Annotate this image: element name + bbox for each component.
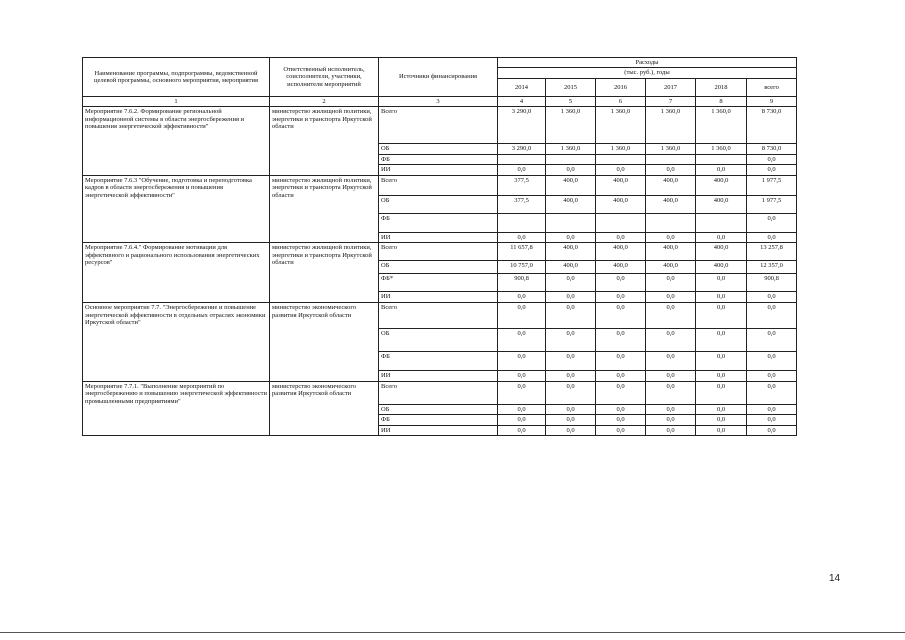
amount-cell: 1 360,0	[646, 144, 696, 154]
amount-cell: 0,0	[696, 274, 747, 292]
amount-total-cell: 0,0	[747, 232, 797, 242]
amount-cell: 0,0	[498, 381, 546, 404]
funding-source: ФБ	[379, 154, 498, 164]
amount-cell: 900,8	[498, 274, 546, 292]
amount-cell: 1 360,0	[546, 107, 596, 144]
amount-cell: 10 757,0	[498, 261, 546, 274]
amount-cell: 0,0	[498, 425, 546, 435]
amount-cell: 0,0	[696, 404, 747, 414]
amount-total-cell: 12 357,0	[747, 261, 797, 274]
amount-cell	[546, 213, 596, 232]
amount-cell: 0,0	[498, 165, 546, 175]
amount-cell	[646, 213, 696, 232]
funding-source: Всего	[379, 107, 498, 144]
amount-cell: 0,0	[596, 415, 646, 425]
amount-cell: 400,0	[546, 175, 596, 195]
amount-cell: 400,0	[646, 243, 696, 261]
funding-source: ФБ	[379, 415, 498, 425]
amount-cell: 0,0	[498, 232, 546, 242]
amount-cell: 0,0	[696, 329, 747, 352]
amount-total-cell: 900,8	[747, 274, 797, 292]
column-index: 4	[498, 96, 546, 106]
header-funding-source: Источники финансирования	[379, 58, 498, 97]
amount-cell: 0,0	[498, 329, 546, 352]
amount-cell: 0,0	[596, 165, 646, 175]
amount-cell	[696, 213, 747, 232]
column-index: 2	[270, 96, 379, 106]
amount-cell: 0,0	[646, 371, 696, 381]
activity-executor: министерство жилищной политики, энергетики и транспорта Иркутской области	[270, 243, 379, 303]
amount-total-cell: 0,0	[747, 415, 797, 425]
amount-cell: 0,0	[596, 425, 646, 435]
amount-cell: 3 290,0	[498, 144, 546, 154]
header-year: 2017	[646, 78, 696, 96]
amount-cell: 0,0	[546, 303, 596, 329]
amount-cell: 0,0	[546, 232, 596, 242]
amount-cell: 0,0	[546, 404, 596, 414]
amount-total-cell: 0,0	[747, 352, 797, 371]
amount-cell: 0,0	[696, 165, 747, 175]
amount-cell: 0,0	[546, 292, 596, 303]
amount-total-cell: 0,0	[747, 425, 797, 435]
table-row	[83, 303, 797, 329]
amount-cell: 0,0	[646, 165, 696, 175]
amount-total-cell: 0,0	[747, 329, 797, 352]
amount-cell: 0,0	[596, 381, 646, 404]
funding-source: Всего	[379, 175, 498, 195]
activity-executor: министерство экономического развития Иркутской области	[270, 381, 379, 435]
amount-cell: 0,0	[596, 303, 646, 329]
amount-cell: 0,0	[498, 415, 546, 425]
table-body	[83, 107, 797, 436]
amount-cell: 400,0	[596, 243, 646, 261]
header-year: 2015	[546, 78, 596, 96]
funding-source: ИИ	[379, 425, 498, 435]
amount-cell: 400,0	[696, 261, 747, 274]
amount-total-cell: 0,0	[747, 165, 797, 175]
funding-source: ФБ*	[379, 274, 498, 292]
amount-cell: 0,0	[646, 381, 696, 404]
header-year: 2014	[498, 78, 546, 96]
column-index: 3	[379, 96, 498, 106]
amount-cell: 3 290,0	[498, 107, 546, 144]
activity-executor: министерство экономического развития Иркутской области	[270, 303, 379, 381]
funding-source: ИИ	[379, 232, 498, 242]
amount-total-cell: 13 257,8	[747, 243, 797, 261]
amount-cell: 0,0	[596, 274, 646, 292]
amount-cell: 0,0	[546, 371, 596, 381]
amount-total-cell: 1 977,5	[747, 195, 797, 213]
amount-cell: 0,0	[596, 371, 646, 381]
amount-cell: 0,0	[546, 415, 596, 425]
funding-source: ОБ	[379, 261, 498, 274]
activity-executor: министерство жилищной политики, энергетики и транспорта Иркутской области	[270, 175, 379, 242]
amount-cell: 400,0	[546, 261, 596, 274]
column-index: 6	[596, 96, 646, 106]
amount-cell: 0,0	[498, 371, 546, 381]
funding-source: ОБ	[379, 144, 498, 154]
page-edge-line	[0, 632, 905, 633]
amount-cell: 1 360,0	[696, 144, 747, 154]
amount-cell: 1 360,0	[646, 107, 696, 144]
column-index: 7	[646, 96, 696, 106]
header-expenses-unit: (тыс. руб.), годы	[498, 68, 797, 78]
amount-cell: 1 360,0	[596, 144, 646, 154]
amount-cell: 400,0	[596, 175, 646, 195]
amount-cell: 0,0	[596, 329, 646, 352]
amount-cell: 0,0	[646, 404, 696, 414]
amount-cell: 400,0	[696, 195, 747, 213]
column-index: 1	[83, 96, 270, 106]
amount-cell: 0,0	[646, 274, 696, 292]
amount-total-cell: 1 977,5	[747, 175, 797, 195]
amount-cell: 0,0	[696, 381, 747, 404]
amount-cell: 0,0	[646, 329, 696, 352]
amount-cell	[498, 154, 546, 164]
funding-source: ИИ	[379, 165, 498, 175]
activity-name: Мероприятие 7.6.2. Формирование региональной информационной системы в области энергосбережения и повышения энергетической эффективности"	[83, 107, 270, 175]
funding-source: Всего	[379, 243, 498, 261]
amount-cell: 0,0	[646, 415, 696, 425]
amount-cell: 0,0	[696, 371, 747, 381]
column-index: 8	[696, 96, 747, 106]
amount-cell: 0,0	[696, 292, 747, 303]
column-index: 5	[546, 96, 596, 106]
table-row	[83, 107, 797, 144]
amount-cell: 0,0	[646, 352, 696, 371]
amount-cell: 0,0	[596, 232, 646, 242]
amount-cell: 0,0	[546, 274, 596, 292]
activity-name: Мероприятие 7.6.3 "Обучение, подготовка и переподготовка кадров в области энергосбережения и повышения энергетической эффективности"	[83, 175, 270, 242]
amount-cell: 11 657,8	[498, 243, 546, 261]
amount-cell: 400,0	[596, 261, 646, 274]
funding-source: ИИ	[379, 371, 498, 381]
header-year-total: всего	[747, 78, 797, 96]
amount-cell: 400,0	[546, 195, 596, 213]
amount-cell: 0,0	[546, 381, 596, 404]
amount-total-cell: 0,0	[747, 303, 797, 329]
amount-cell: 0,0	[498, 404, 546, 414]
amount-cell	[498, 213, 546, 232]
amount-total-cell: 8 730,0	[747, 107, 797, 144]
amount-cell: 1 360,0	[546, 144, 596, 154]
amount-cell: 0,0	[696, 352, 747, 371]
amount-cell: 400,0	[596, 195, 646, 213]
funding-source: ОБ	[379, 404, 498, 414]
header-year: 2016	[596, 78, 646, 96]
amount-cell: 0,0	[646, 425, 696, 435]
activity-name: Мероприятие 7.6.4." Формирование мотивации для эффективного и рационального использования энергетических ресурсов"	[83, 243, 270, 303]
amount-total-cell: 0,0	[747, 213, 797, 232]
amount-cell: 400,0	[696, 175, 747, 195]
funding-source: ИИ	[379, 292, 498, 303]
amount-cell: 0,0	[546, 352, 596, 371]
amount-cell: 400,0	[646, 175, 696, 195]
amount-cell: 0,0	[596, 404, 646, 414]
funding-source: ОБ	[379, 329, 498, 352]
amount-cell: 377,5	[498, 195, 546, 213]
amount-cell: 400,0	[546, 243, 596, 261]
amount-cell: 0,0	[546, 425, 596, 435]
amount-cell	[696, 154, 747, 164]
header-program-name: Наименование программы, подпрограммы, ведомственной целевой программы, основного мероприятия, мероприятия	[83, 58, 270, 97]
header-year: 2018	[696, 78, 747, 96]
amount-total-cell: 0,0	[747, 404, 797, 414]
funding-source: Всего	[379, 381, 498, 404]
amount-cell: 0,0	[696, 415, 747, 425]
amount-total-cell: 0,0	[747, 371, 797, 381]
funding-source: ОБ	[379, 195, 498, 213]
activity-name: Мероприятие 7.7.1. "Выполнение мероприятий по энергосбережению и повышению энергетической эффективности промышленными предприятиями"	[83, 381, 270, 435]
table-row	[83, 381, 797, 404]
activity-executor: министерство жилищной политики, энергетики и транспорта Иркутской области	[270, 107, 379, 175]
page-number: 14	[829, 573, 841, 584]
amount-total-cell: 8 730,0	[747, 144, 797, 154]
amount-cell: 0,0	[498, 303, 546, 329]
amount-cell: 0,0	[696, 425, 747, 435]
amount-cell: 0,0	[546, 329, 596, 352]
header-executor: Ответственный исполнитель, соисполнители, участники, исполнители мероприятий	[270, 58, 379, 97]
amount-cell: 0,0	[498, 352, 546, 371]
header-expenses: Расходы	[498, 58, 797, 68]
amount-cell: 400,0	[696, 243, 747, 261]
amount-cell: 0,0	[596, 292, 646, 303]
column-index: 9	[747, 96, 797, 106]
amount-total-cell: 0,0	[747, 381, 797, 404]
amount-cell: 377,5	[498, 175, 546, 195]
amount-cell: 1 360,0	[696, 107, 747, 144]
amount-cell: 0,0	[696, 232, 747, 242]
amount-cell: 0,0	[646, 232, 696, 242]
amount-cell: 0,0	[646, 292, 696, 303]
amount-cell: 0,0	[596, 352, 646, 371]
funding-source: Всего	[379, 303, 498, 329]
amount-cell: 400,0	[646, 195, 696, 213]
amount-cell: 0,0	[696, 303, 747, 329]
amount-cell	[646, 154, 696, 164]
financing-table	[82, 57, 797, 436]
amount-cell: 1 360,0	[596, 107, 646, 144]
table-row	[83, 175, 797, 195]
amount-cell	[596, 213, 646, 232]
table-row	[83, 243, 797, 261]
amount-cell: 400,0	[646, 261, 696, 274]
amount-cell	[596, 154, 646, 164]
amount-cell: 0,0	[646, 303, 696, 329]
amount-total-cell: 0,0	[747, 154, 797, 164]
amount-cell: 0,0	[498, 292, 546, 303]
amount-cell	[546, 154, 596, 164]
amount-total-cell: 0,0	[747, 292, 797, 303]
amount-cell: 0,0	[546, 165, 596, 175]
activity-name: Основное мероприятие 7.7. "Энергосбережение и повышение энергетической эффективности в отдельных отраслях экономики Иркутской области"	[83, 303, 270, 381]
funding-source: ФБ	[379, 352, 498, 371]
funding-source: ФБ	[379, 213, 498, 232]
